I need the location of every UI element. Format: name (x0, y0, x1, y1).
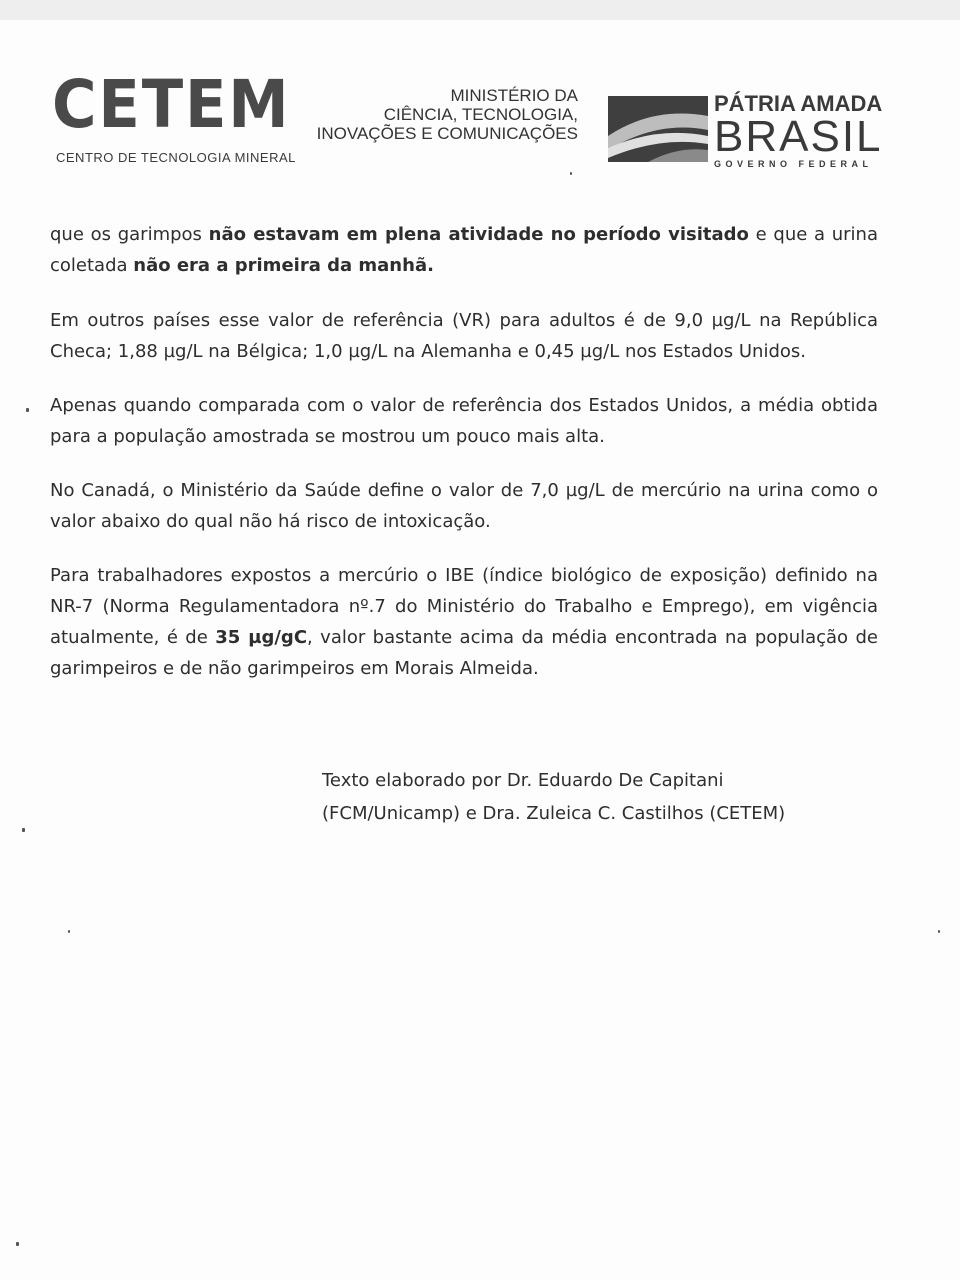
gov-slogan: PÁTRIA AMADA (714, 91, 883, 116)
ministry-line: CIÊNCIA, TECNOLOGIA, (383, 105, 578, 124)
p1-bold: não estavam em plena atividade no período visitado (208, 224, 749, 245)
cetem-logo-text: CETEM (52, 66, 291, 143)
ministry-line: MINISTÉRIO DA (450, 86, 578, 105)
cetem-subtitle: CENTRO DE TECNOLOGIA MINERAL (56, 150, 296, 165)
top-margin-strip (0, 0, 960, 20)
gov-country: BRASIL (714, 112, 883, 161)
paragraph-5 (50, 560, 878, 684)
p1-bold: não era a primeira da manhã. (133, 255, 434, 276)
scan-speck (570, 172, 572, 175)
government-emblem-icon (608, 96, 708, 162)
scan-speck (22, 828, 25, 832)
paragraph-3: Apenas quando comparada com o valor de referência dos Estados Unidos, a média obtida para a população amostrada se mostrou um pouco mais alta. (50, 395, 878, 447)
scan-speck (938, 930, 940, 933)
ministry-line: INOVAÇÕES E COMUNICAÇÕES (316, 124, 578, 143)
p1-text: e que a urina coletada (50, 224, 878, 276)
signature-line: Texto elaborado por Dr. Eduardo De Capitani (322, 770, 724, 791)
paragraph-4: No Canadá, o Ministério da Saúde define o valor de 7,0 µg/L de mercúrio na urina como o valor abaixo do qual não há risco de intoxicação. (50, 480, 878, 532)
paragraph-1 (50, 219, 878, 281)
scan-speck (16, 1242, 19, 1246)
paragraph-2: Em outros países esse valor de referência (VR) para adultos é de 9,0 µg/L na República Checa; 1,88 µg/L na Bélgica; 1,0 µg/L na Alemanha e 0,45 µg/L nos Estados Unidos. (50, 310, 878, 362)
government-brand (714, 92, 884, 170)
p5-bold: 35 µg/gC (215, 627, 308, 648)
p5-text: Para trabalhadores expostos a mercúrio o IBE (índice biológico de exposição) definido na NR-7 (Norma Regulamentadora nº.7 do Ministério do Trabalho e Emprego), em vigência atualmente, é de (50, 565, 878, 648)
gov-federal: GOVERNO FEDERAL (714, 159, 873, 169)
signature-block (322, 764, 785, 830)
scan-speck (26, 408, 29, 412)
scan-speck (68, 930, 70, 933)
p5-text: , valor bastante acima da média encontrada na população de garimpeiros e de não garimpeiros em Morais Almeida. (50, 627, 878, 679)
p1-text: que os garimpos (50, 224, 209, 245)
signature-line: (FCM/Unicamp) e Dra. Zuleica C. Castilhos (CETEM) (322, 803, 786, 824)
ministry-label (317, 86, 578, 143)
